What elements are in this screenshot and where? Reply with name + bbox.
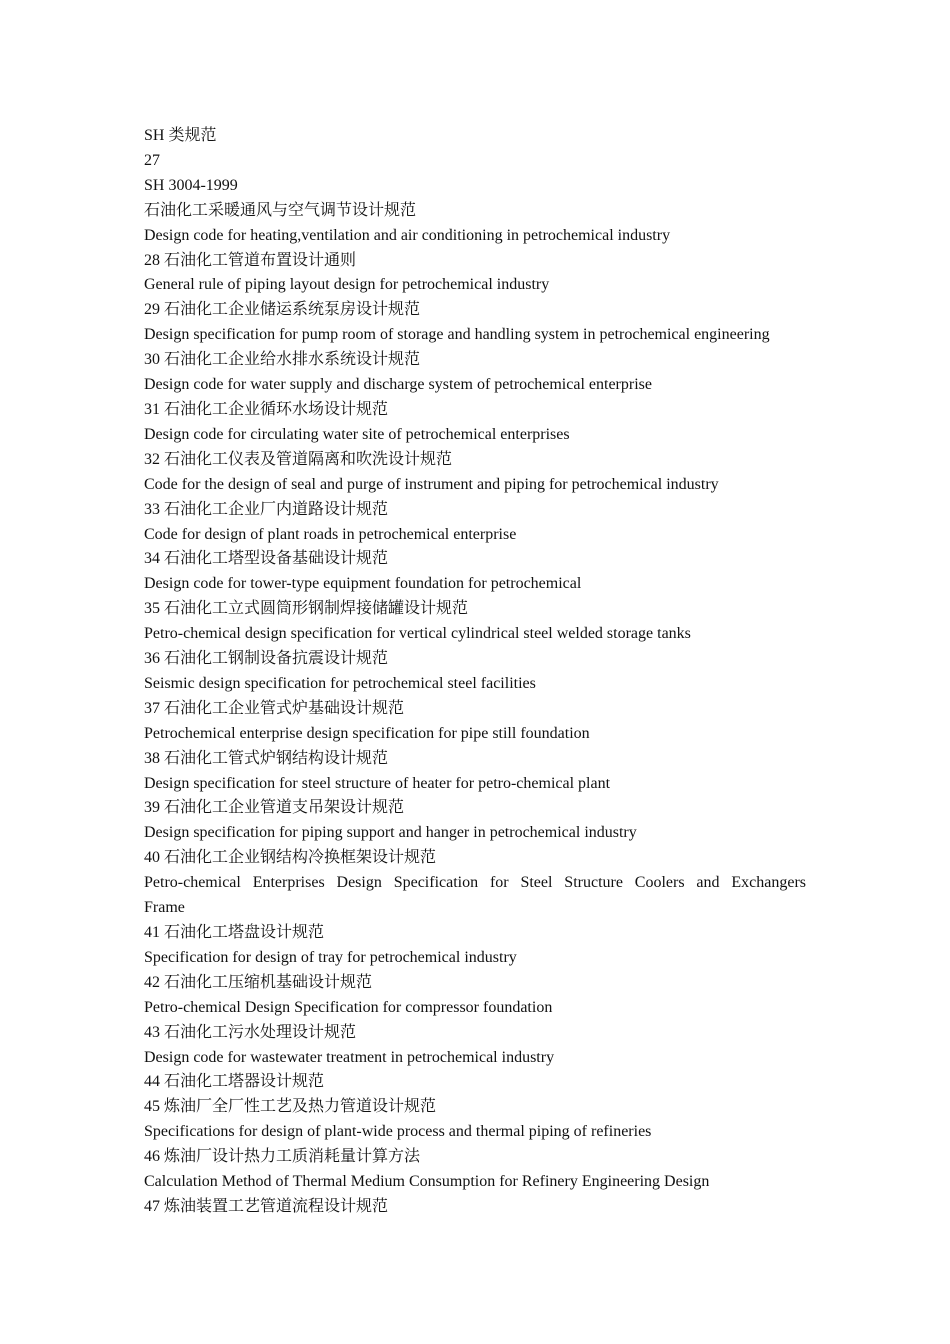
item-title-cn: 28 石油化工管道布置设计通则 bbox=[144, 251, 357, 269]
item-title-cn: 46 炼油厂设计热力工质消耗量计算方法 bbox=[144, 1148, 421, 1166]
item-title-cn: 41 石油化工塔盘设计规范 bbox=[144, 924, 325, 941]
item-title-en: Petro-chemical design specification for vertical cylindrical steel welded storage tanks bbox=[144, 625, 691, 643]
item-title-cn: 42 石油化工压缩机基础设计规范 bbox=[144, 973, 373, 991]
item-title-en: Petrochemical enterprise design specification for pipe still foundation bbox=[144, 724, 590, 742]
standard-code: SH 3004-1999 bbox=[144, 176, 238, 194]
item-title-en: Petro-chemical Enterprises Design Specification for Steel Structure Coolers and Exchangers bbox=[144, 874, 806, 892]
item-title-en: Design code for tower-type equipment foundation for petrochemical bbox=[144, 575, 582, 593]
item-title-en: Design specification for pump room of storage and handling system in petrochemical engineering bbox=[144, 326, 770, 344]
item-title-cn: 47 炼油装置工艺管道流程设计规范 bbox=[144, 1197, 389, 1215]
item-title-cn: 30 石油化工企业给水排水系统设计规范 bbox=[144, 351, 421, 369]
item-title-en-continued: Frame bbox=[144, 899, 185, 917]
item-title-en: General rule of piping layout design for petrochemical industry bbox=[144, 276, 550, 294]
item-title-cn: 31 石油化工企业循环水场设计规范 bbox=[144, 400, 389, 418]
item-title-en: Design specification for steel structure of heater for petro-chemical plant bbox=[144, 774, 611, 792]
item-title-cn: 32 石油化工仪表及管道隔离和吹洗设计规范 bbox=[144, 450, 453, 468]
item-title-en: Specifications for design of plant-wide process and thermal piping of refineries bbox=[144, 1123, 652, 1141]
item-title-en: Design code for water supply and discharge system of petrochemical enterprise bbox=[144, 376, 652, 394]
item-title-cn: 38 石油化工管式炉钢结构设计规范 bbox=[144, 749, 389, 767]
item-title-cn: 37 石油化工企业管式炉基础设计规范 bbox=[144, 699, 405, 717]
item-title-cn: 33 石油化工企业厂内道路设计规范 bbox=[144, 500, 389, 518]
item-title-cn: 44 石油化工塔器设计规范 bbox=[144, 1073, 325, 1091]
item-title-cn: 40 石油化工企业钢结构冷换框架设计规范 bbox=[144, 849, 437, 867]
item-title-en: Design code for circulating water site of petrochemical enterprises bbox=[144, 425, 570, 443]
item-title-en: Specification for design of tray for petrochemical industry bbox=[144, 948, 517, 966]
item-title-en: Design code for wastewater treatment in petrochemical industry bbox=[144, 1048, 555, 1066]
item-title-cn: 36 石油化工钢制设备抗震设计规范 bbox=[144, 650, 389, 668]
item-title-en: Code for the design of seal and purge of instrument and piping for petrochemical industry bbox=[144, 475, 719, 493]
item-title-en: Calculation Method of Thermal Medium Consumption for Refinery Engineering Design bbox=[144, 1173, 710, 1191]
item-title-cn: 29 石油化工企业储运系统泵房设计规范 bbox=[144, 301, 421, 319]
item-title-en: Seismic design specification for petrochemical steel facilities bbox=[144, 674, 536, 692]
item-title-en: Design specification for piping support and hanger in petrochemical industry bbox=[144, 824, 637, 842]
item-title-en: Code for design of plant roads in petrochemical enterprise bbox=[144, 525, 517, 543]
item-title-cn: 34 石油化工塔型设备基础设计规范 bbox=[144, 550, 389, 568]
item-title-cn: 39 石油化工企业管道支吊架设计规范 bbox=[144, 799, 405, 817]
item-title-cn: 45 炼油厂全厂性工艺及热力管道设计规范 bbox=[144, 1098, 437, 1116]
item-title-cn: 43 石油化工污水处理设计规范 bbox=[144, 1023, 357, 1041]
item-number: 27 bbox=[144, 151, 160, 169]
document-page bbox=[144, 124, 806, 1220]
section-heading: SH 类规范 bbox=[144, 127, 217, 144]
item-title-en: Design code for heating,ventilation and air conditioning in petrochemical industry bbox=[144, 226, 671, 244]
item-title-cn: 石油化工采暖通风与空气调节设计规范 bbox=[144, 201, 417, 219]
item-title-cn: 35 石油化工立式圆筒形钢制焊接储罐设计规范 bbox=[144, 600, 469, 618]
item-title-en: Petro-chemical Design Specification for compressor foundation bbox=[144, 998, 553, 1016]
